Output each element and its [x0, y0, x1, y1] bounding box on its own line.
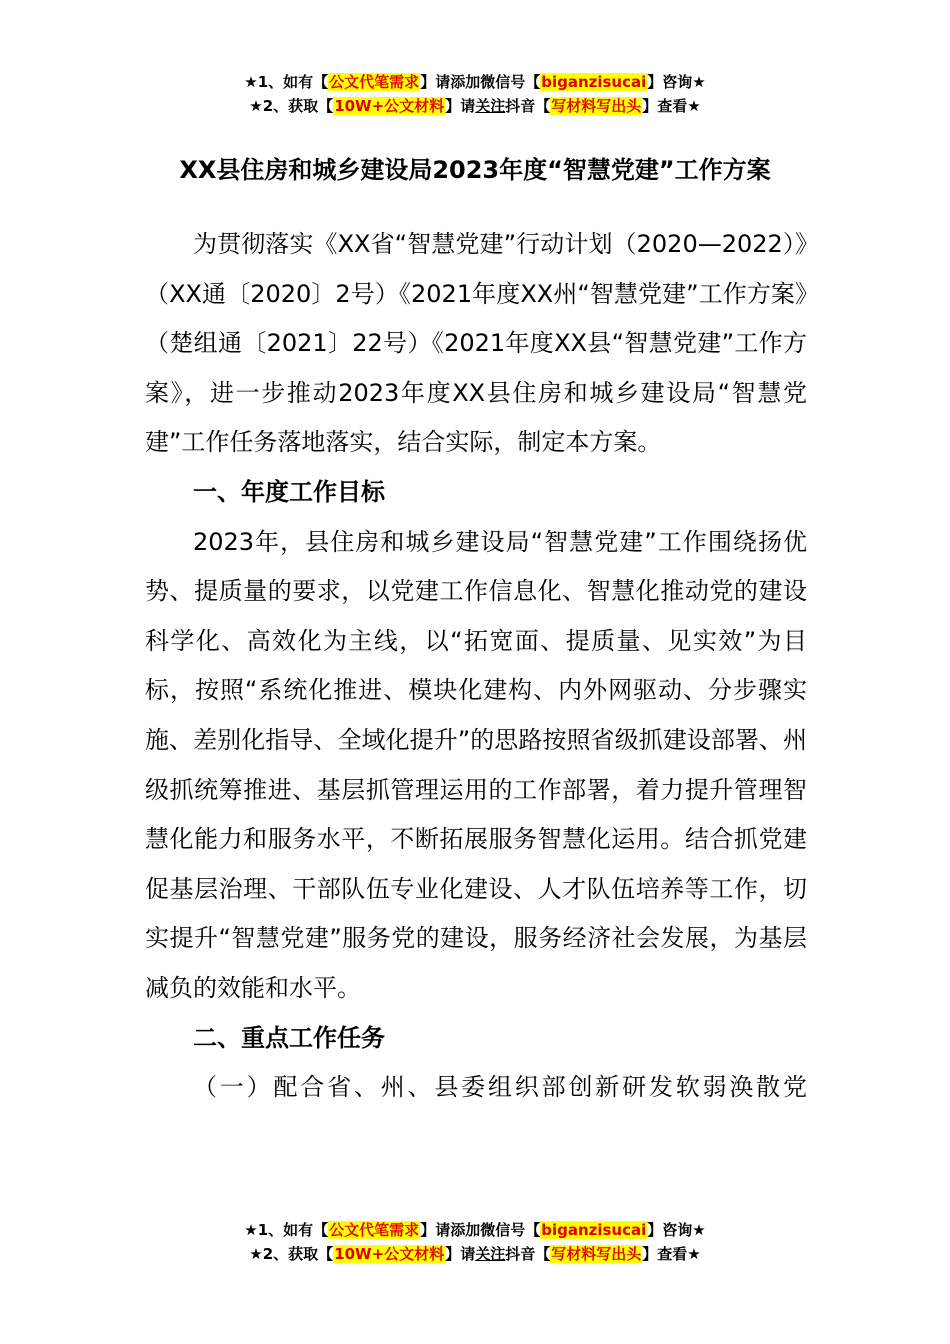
top-promo-banner — [0, 70, 950, 118]
promo-highlight-writing: 公文代笔需求 — [329, 1221, 420, 1239]
promo-line-1: ★1、如有【公文代笔需求】请添加微信号【biganzisucai】咨询★ — [244, 73, 706, 91]
promo-highlight-materials: 10W+公文材料 — [334, 97, 445, 115]
intro-paragraph: 为贯彻落实《XX省“智慧党建”行动计划（2020—2022）》（XX通〔2020〕2号）《2021年度XX州“智慧党建”工作方案》（楚组通〔2021〕22号）《2021年度XX县“智慧党建”工作方案》，进一步推动2023年度XX县住房和城乡建设局“智慧党建”工作任务落地落实，结合实际，制定本方案。 — [145, 230, 807, 457]
promo-douyin-account: 写材料写出头 — [551, 1245, 642, 1263]
promo-line-2: ★2、获取【10W+公文材料】请关注抖音【写材料写出头】查看★ — [249, 1245, 701, 1263]
promo-line-1: ★1、如有【公文代笔需求】请添加微信号【biganzisucai】咨询★ — [244, 1221, 706, 1239]
section-heading-1: 一、年度工作目标 — [193, 477, 385, 506]
promo-wechat-id: biganzisucai — [541, 1221, 647, 1239]
promo-wechat-id: biganzisucai — [541, 73, 647, 91]
promo-highlight-materials: 10W+公文材料 — [334, 1245, 445, 1263]
section-1-paragraph: 2023年，县住房和城乡建设局“智慧党建”工作围绕扬优势、提质量的要求，以党建工作信息化、智慧化推动党的建设科学化、高效化为主线，以“拓宽面、提质量、见实效”为目标，按照“系统化推进、模块化建构、内外网驱动、分步骤实施、差别化指导、全域化提升”的思路按照省级抓建设部署、州级抓统筹推进、基层抓管理运用的工作部署，着力提升管理智慧化能力和服务水平，不断拓展服务智慧化运用。结合抓党建促基层治理、干部队伍专业化建设、人才队伍培养等工作，切实提升“智慧党建”服务党的建设，服务经济社会发展，为基层减负的效能和水平。 — [145, 527, 807, 1002]
section-2-item-1: （一）配合省、州、县委组织部创新研发软弱涣散党 — [193, 1073, 807, 1102]
document-body — [145, 220, 807, 1113]
bottom-promo-banner — [0, 1218, 950, 1266]
section-heading-2: 二、重点工作任务 — [193, 1023, 385, 1052]
promo-highlight-writing: 公文代笔需求 — [329, 73, 420, 91]
promo-line-2: ★2、获取【10W+公文材料】请关注抖音【写材料写出头】查看★ — [249, 97, 701, 115]
promo-douyin-account: 写材料写出头 — [551, 97, 642, 115]
document-title: XX县住房和城乡建设局2023年度“智慧党建”工作方案 — [179, 156, 771, 184]
